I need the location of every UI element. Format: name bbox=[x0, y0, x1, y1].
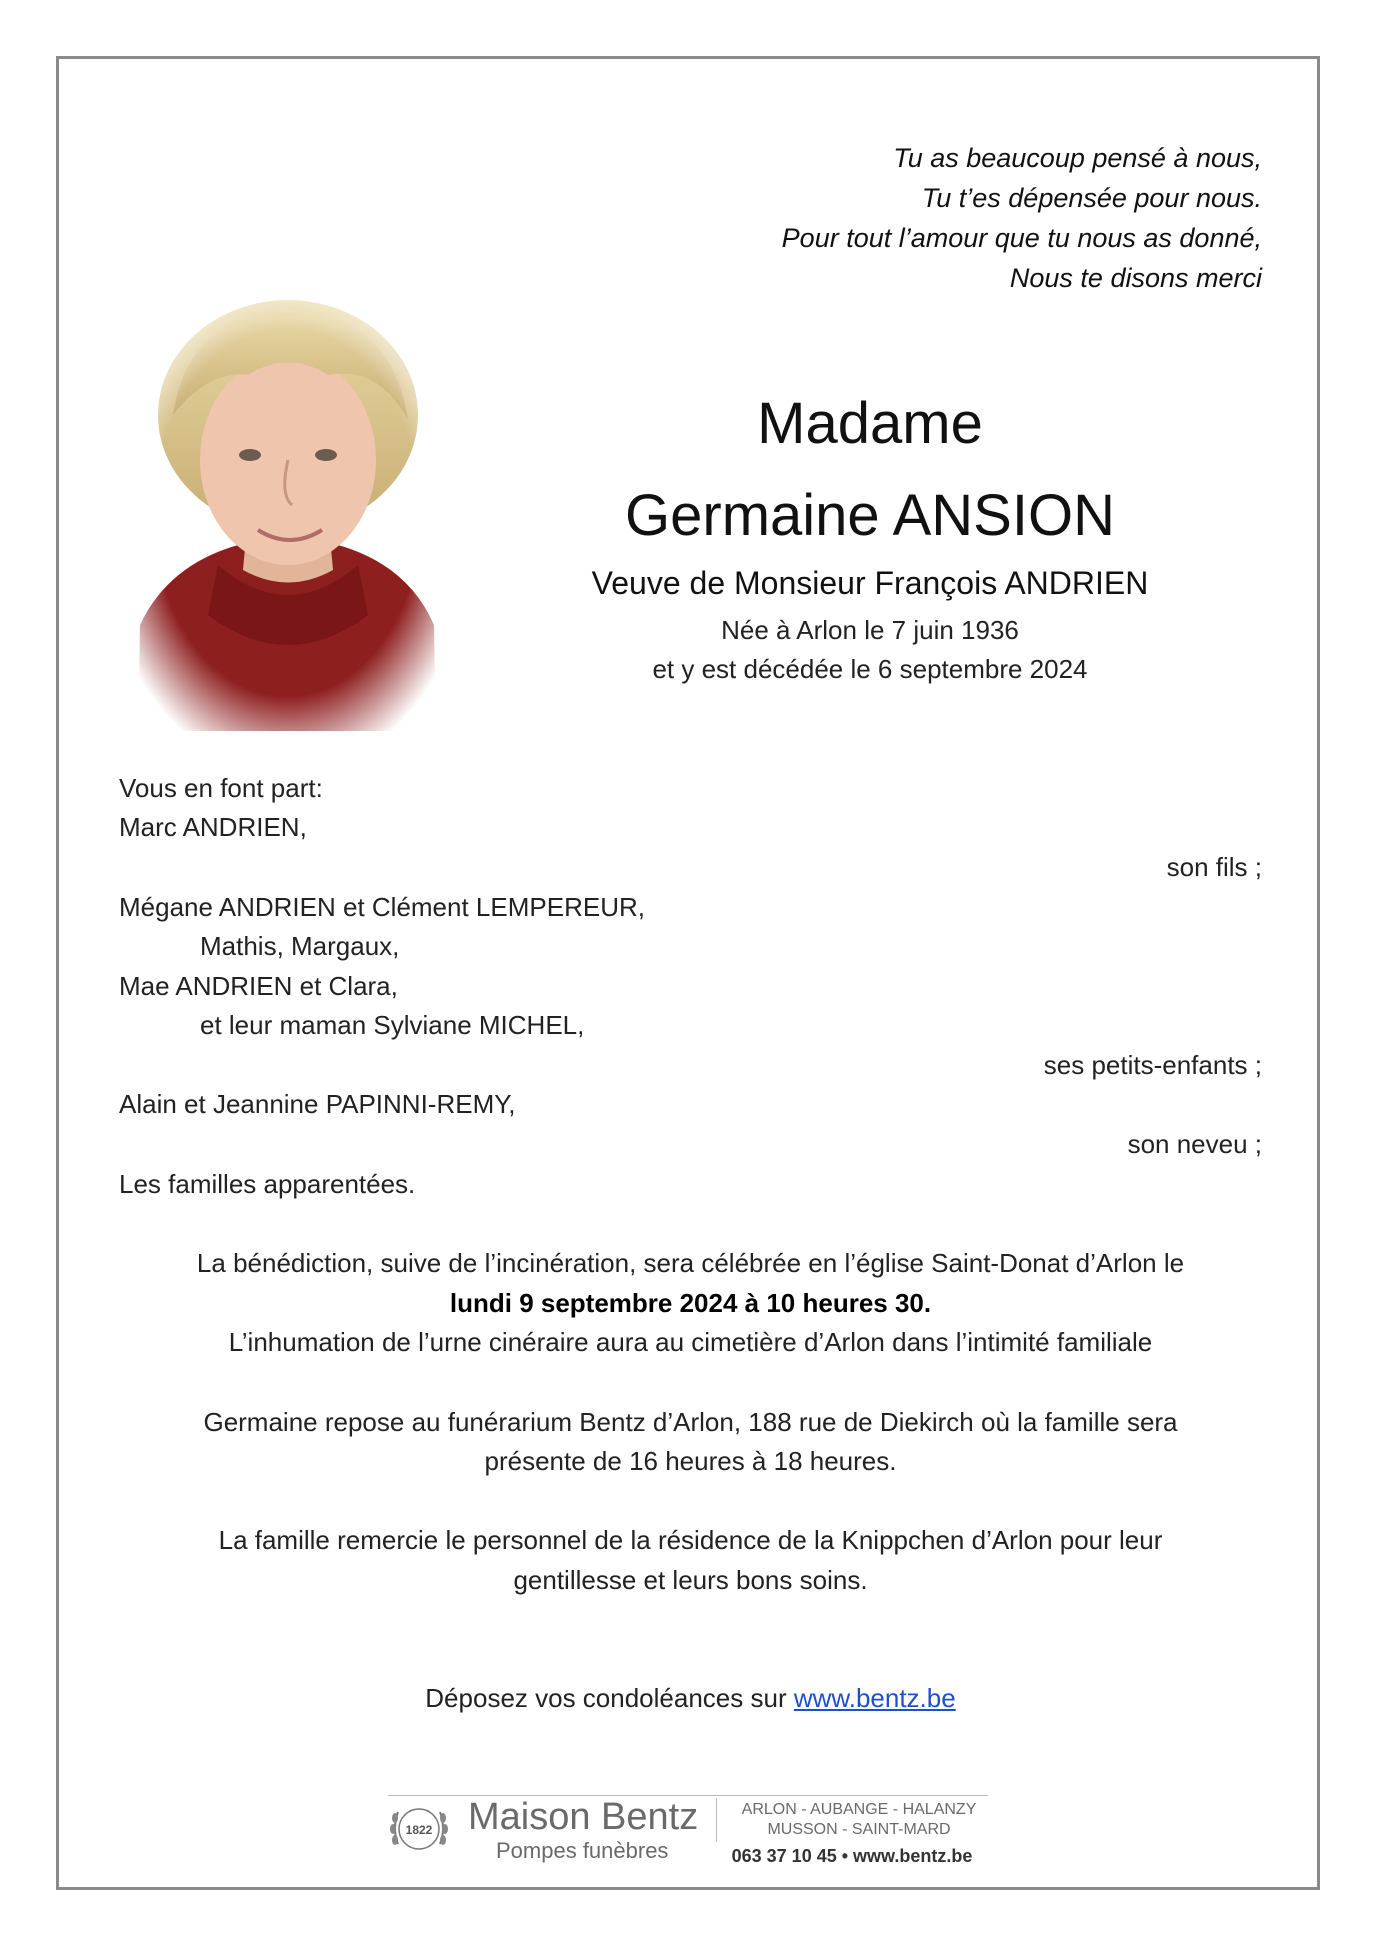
grandchild-1-kids: Mathis, Margaux, bbox=[200, 931, 400, 961]
ceremony-date: lundi 9 septembre 2024 à 10 heures 30. bbox=[449, 1288, 932, 1318]
locations bbox=[728, 1800, 990, 1840]
family-son: Marc ANDRIEN, bbox=[119, 812, 307, 842]
condolences-text: Déposez vos condoléances sur bbox=[425, 1683, 794, 1713]
footer-divider bbox=[716, 1798, 717, 1842]
grandchild-2-note: et leur maman Sylviane MICHEL, bbox=[200, 1010, 585, 1040]
ceremony-line-1: La bénédiction, suive de l’incinération, sera célébrée en l’église Saint-Donat d’Arlon le bbox=[196, 1248, 1185, 1278]
son-role: son fils ; bbox=[1166, 852, 1262, 882]
family-relatives: Les familles apparentées. bbox=[119, 1169, 416, 1199]
deceased-name: Germaine ANSION bbox=[625, 483, 1115, 548]
poem-line: Tu t’es dépensée pour nous. bbox=[921, 183, 1262, 213]
locations-line-2: MUSSON - SAINT-MARD bbox=[767, 1821, 951, 1838]
poem-line: Tu as beaucoup pensé à nous, bbox=[893, 143, 1262, 173]
grandchild-1: Mégane ANDRIEN et Clément LEMPEREUR, bbox=[119, 892, 645, 922]
poem bbox=[600, 138, 1262, 298]
condolences bbox=[119, 1678, 1262, 1718]
contact-info: 063 37 10 45 • www.bentz.be bbox=[731, 1846, 973, 1866]
nephew-role: son neveu ; bbox=[1127, 1129, 1262, 1159]
visitation-line-1: Germaine repose au funérarium Bentz d’Arlon, 188 rue de Diekirch où la famille sera bbox=[203, 1407, 1178, 1437]
widow-of: Veuve de Monsieur François ANDRIEN bbox=[591, 565, 1149, 601]
seal-year: 1822 bbox=[405, 1823, 433, 1837]
birth-info: Née à Arlon le 7 juin 1936 bbox=[721, 615, 1019, 645]
locations-line-1: ARLON - AUBANGE - HALANZY bbox=[741, 1801, 977, 1818]
death-info: et y est décédée le 6 septembre 2024 bbox=[652, 654, 1088, 684]
portrait-photo bbox=[128, 295, 446, 731]
grandchild-2: Mae ANDRIEN et Clara, bbox=[119, 971, 398, 1001]
thanks-line-2: gentillesse et leurs bons soins. bbox=[513, 1565, 868, 1595]
brand-name: Maison Bentz bbox=[468, 1796, 699, 1838]
family-nephew: Alain et Jeannine PAPINNI-REMY, bbox=[119, 1089, 516, 1119]
ceremony-line-3: L’inhumation de l’urne cinéraire aura au cimetière d’Arlon dans l’intimité familiale bbox=[228, 1327, 1153, 1357]
poem-line: Nous te disons merci bbox=[1009, 263, 1262, 293]
visitation-line-2: présente de 16 heures à 18 heures. bbox=[484, 1446, 897, 1476]
condolences-link[interactable]: www.bentz.be bbox=[793, 1683, 956, 1713]
thanks-line-1: La famille remercie le personnel de la résidence de la Knippchen d’Arlon pour leur bbox=[218, 1525, 1163, 1555]
brand-subtitle: Pompes funèbres bbox=[496, 1838, 669, 1863]
laurel-seal-icon bbox=[386, 1796, 452, 1862]
honorific: Madame bbox=[757, 391, 983, 456]
poem-line: Pour tout l’amour que tu nous as donné, bbox=[781, 223, 1262, 253]
family-intro: Vous en font part: bbox=[119, 773, 323, 803]
grandchildren-role: ses petits-enfants ; bbox=[1043, 1050, 1262, 1080]
